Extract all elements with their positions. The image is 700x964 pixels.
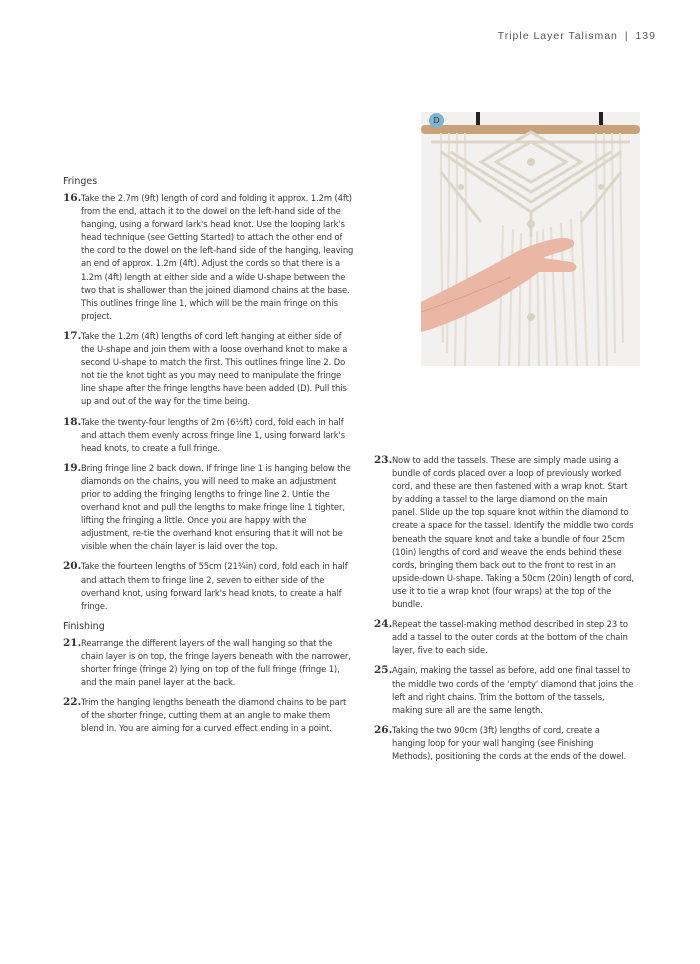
- step-text: Repeat the tassel-making method described in step 23 to add a tassel to the outer cords at the bottom of the chain layer, five to each side.: [392, 619, 628, 656]
- step-text: Now to add the tassels. These are simply made using a bundle of cords placed over a loop of previously worked cord, and these are then fastened with a wrap knot. Start by adding a tassel to the large diamond on the main panel. Slide up the top square knot within the diamond to create a space for the tassel. Identify the middle two cords beneath the square knot and take a bundle of four 25cm (10in) lengths of cord and weave the ends behind these cords, bringing them back out to the front to rest in an upside-down U-shape. Taking a 50cm (20in) length of cord, use it to tie a wrap knot (four wraps) at the top of the bundle.: [392, 455, 634, 610]
- step-17: [63, 330, 355, 409]
- step-text: Take the 1.2m (4ft) lengths of cord left hanging at either side of the U-shape and join them with a loose overhand knot to make a second U-shape to match the first. This outlines fringe line 2. Do not tie the knot tight as you may need to manipulate the fringe line shape after the fringe lengths have been added (D). Pull this up and out of the way for the time being.: [81, 330, 348, 407]
- step-26: [374, 724, 634, 763]
- macrame-photo-illustration: [421, 112, 640, 366]
- step-20: [63, 560, 355, 612]
- step-number: 17.: [63, 329, 82, 342]
- figure-label-badge: D: [429, 113, 444, 128]
- step-21: [63, 637, 355, 689]
- step-text: Bring fringe line 2 back down. If fringe line 1 is hanging below the diamonds on the chains, you will need to make an adjustment prior to adding the fringing lengths to fringe line 2. Untie the overhand knot and pull the lengths to make fringe line 1 tighter, lifting the fringing a little. Once you are happy with the adjustment, re-tie the overhand knot ensuring that it will not be visible when the chain layer is laid over the top.: [81, 462, 351, 552]
- section-title-fringes: Fringes: [63, 176, 98, 187]
- step-number: 22.: [63, 696, 82, 709]
- step-number: 25.: [374, 664, 393, 677]
- step-22: [63, 696, 355, 735]
- step-18: [63, 416, 355, 455]
- step-19: [63, 462, 355, 554]
- step-number: 19.: [63, 461, 82, 474]
- step-24: [374, 618, 634, 657]
- step-text: Trim the hanging lengths beneath the diamond chains to be part of the shorter fringe, cutting them at an angle to make them blend in. You are aiming for a curved effect ending in a point.: [81, 697, 347, 734]
- step-number: 20.: [63, 560, 82, 573]
- step-number: 18.: [63, 415, 82, 428]
- step-text: Take the 2.7m (9ft) length of cord and folding it approx. 1.2m (4ft) from the end, attach it to the dowel on the left-hand side of the hanging, using a forward lark's head knot. Use the looping lark's head technique (see Getting Started) to attach the other end of the cord to the dowel on the left-hand side of the hanging, leaving an end of approx. 1.2m (4ft). Adjust the cords so that there is a 1.2m (4ft) length at either side and a wide U-shape between the two that is shallower than the joined diamond chains at the base. This outlines fringe line 1, which will be the main fringe on this project.: [81, 193, 354, 321]
- step-text: Take the twenty-four lengths of 2m (6½ft) cord, fold each in half and attach them evenly across fringe line 1, using forward lark's head knots, to create a full fringe.: [81, 416, 345, 453]
- header-separator: |: [624, 30, 629, 42]
- step-text: Rearrange the different layers of the wall hanging so that the chain layer is on top, the fringe layers beneath with the narrower, shorter fringe (fringe 2) lying on top of the full fringe (fringe 1), and the main panel layer at the back.: [81, 637, 351, 688]
- header-title: Triple Layer Talisman: [497, 30, 618, 42]
- step-23: [374, 454, 634, 611]
- step-number: 24.: [374, 618, 393, 631]
- right-column: [374, 454, 634, 770]
- left-column: [63, 175, 355, 742]
- step-16: [63, 192, 355, 323]
- step-number: 16.: [63, 192, 82, 204]
- macrame-photo: [421, 112, 640, 366]
- step-text: Again, making the tassel as before, add one final tassel to the middle two cords of the 'empty' diamond that joins the left and right chains. Trim the bottom of the tassels, making sure all are the same length.: [392, 665, 634, 715]
- page-number: 139: [635, 30, 656, 42]
- running-header: [498, 30, 656, 42]
- step-number: 26.: [374, 723, 393, 736]
- section-title-finishing: Finishing: [63, 620, 105, 632]
- step-text: Taking the two 90cm (3ft) lengths of cord, create a hanging loop for your wall hanging (see Finishing Methods), positioning the cords at the ends of the dowel.: [392, 724, 627, 761]
- step-25: [374, 664, 634, 716]
- step-text: Take the fourteen lengths of 55cm (21¾in) cord, fold each in half and attach them to fringe line 2, seven to either side of the overhand knot, using forward lark's head knots, to create a half fringe.: [81, 561, 348, 611]
- step-number: 23.: [374, 454, 393, 466]
- step-number: 21.: [63, 636, 82, 649]
